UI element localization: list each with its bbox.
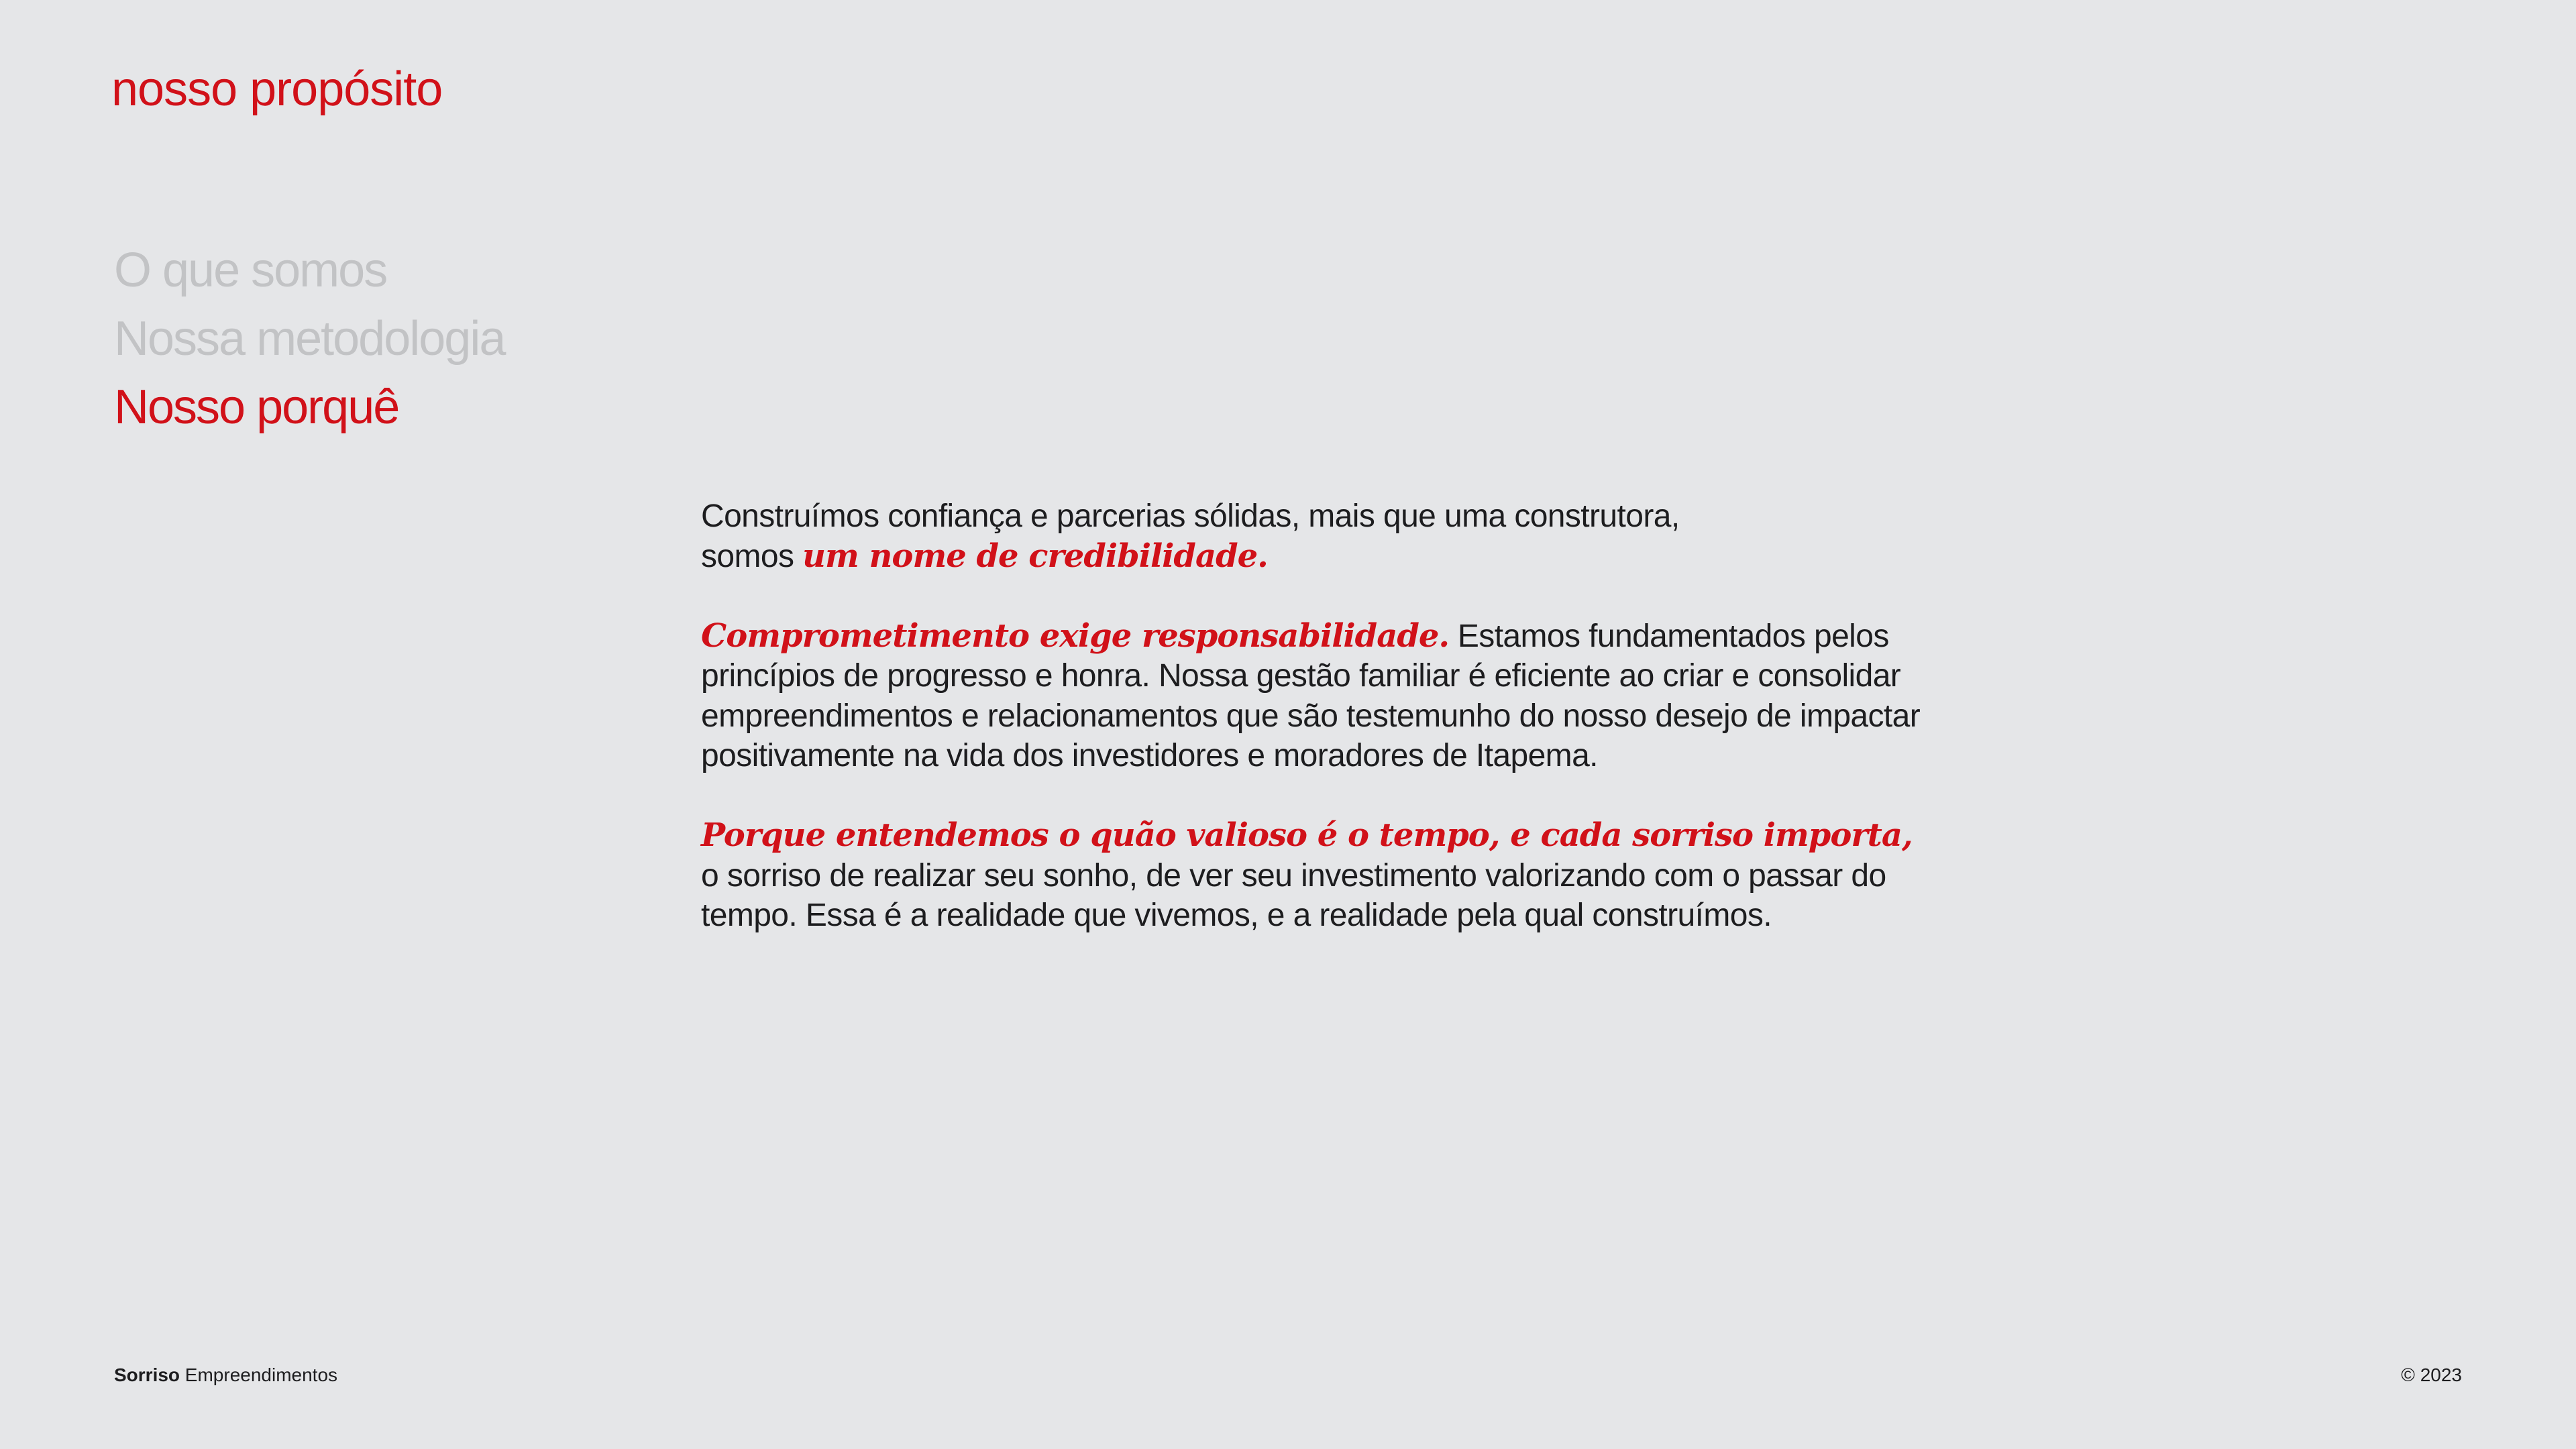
nav-item-nossa-metodologia[interactable]: Nossa metodologia (114, 312, 505, 366)
paragraph-why (701, 816, 1922, 936)
accent-phrase: Comprometimento exige responsabilidade. (701, 616, 1450, 655)
brand-name: Sorriso (114, 1364, 180, 1385)
paragraph-text: Estamos fundamentados pelos princípios de progresso e honra. Nossa gestão familiar é eficiente ao criar e consolidar empreendimentos e relacionamentos que são testemunho do nosso desejo de impactar positivamente na vida dos investidores e moradores de Itapema. (701, 618, 1921, 773)
section-nav (114, 236, 504, 441)
paragraph-text: o sorriso de realizar seu sonho, de ver seu investimento valorizando com o passar do tempo. Essa é a realidade que vivemos, e a realidade pela qual construímos. (701, 857, 1886, 933)
paragraph-credibility (701, 496, 1922, 576)
nav-item-nosso-porque[interactable]: Nosso porquê (114, 380, 399, 434)
page-title: nosso propósito (111, 62, 443, 116)
footer-brand (114, 1363, 337, 1387)
nav-item-o-que-somos[interactable]: O que somos (114, 244, 387, 297)
paragraph-commitment (701, 616, 1922, 776)
accent-phrase: um nome de credibilidade. (802, 537, 1268, 575)
purpose-body (701, 496, 1922, 975)
accent-phrase: Porque entendemos o quão valioso é o tempo, e cada sorriso importa, (701, 816, 1913, 854)
paragraph-text: Construímos confiança e parcerias sólidas, mais que uma construtora, (701, 498, 1680, 534)
paragraph-text: somos (701, 538, 803, 574)
copyright: © 2023 (2401, 1364, 2462, 1385)
brand-suffix: Empreendimentos (180, 1364, 338, 1385)
